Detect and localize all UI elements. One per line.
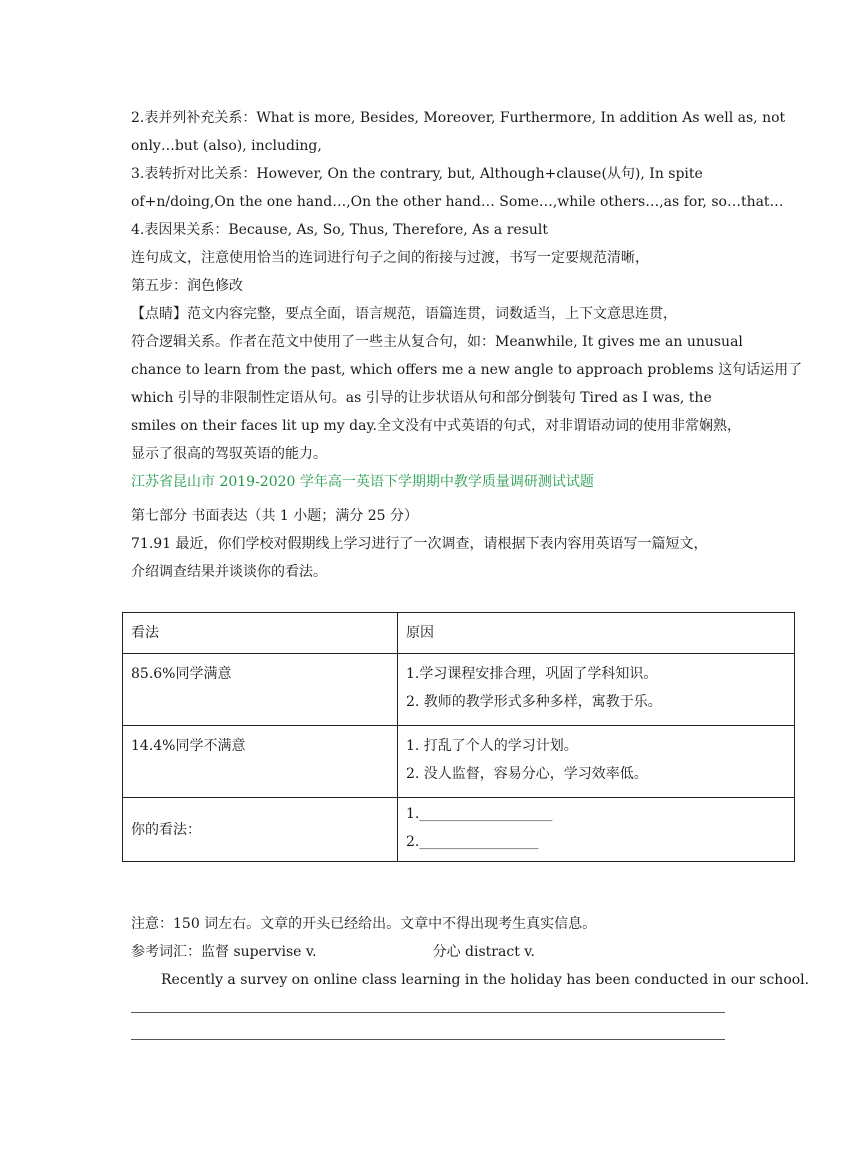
table-header-cell: 原因 [398, 613, 795, 654]
vocab-item: 分心 distract v. [432, 944, 535, 960]
vocab-item: 参考词汇：监督 supervise v. [131, 944, 317, 960]
survey-table [122, 612, 795, 862]
table-row [123, 798, 795, 862]
source-title: 江苏省昆山市 2019-2020 学年高一英语下学期期中教学质量调研测试试题 [131, 474, 594, 490]
paragraph-line: 显示了很高的驾驭英语的能力。 [131, 446, 327, 462]
table-header-cell: 看法 [123, 613, 398, 654]
vocab-line [131, 938, 731, 966]
paragraph-line: 符合逻辑关系。作者在范文中使用了一些主从复合句，如：Meanwhile, It gives me an unusual [131, 334, 743, 350]
table-header-row [123, 613, 795, 654]
table-cell-label: 85.6%同学满意 [123, 654, 398, 726]
paragraph-line: of+n/doing,On the one hand…,On the other hand… Some…,while others…,as for, so…that… [131, 194, 784, 210]
paragraph-line: 【点睛】范文内容完整，要点全面，语言规范，语篇连贯，词数适当，上下文意思连贯， [131, 306, 677, 322]
paragraph-line: 连句成文，注意使用恰当的连词进行句子之间的衔接与过渡，书写一定要规范清晰， [131, 250, 649, 266]
question-line: 介绍调查结果并谈谈你的看法。 [131, 564, 327, 580]
paragraph-line: chance to learn from the past, which offers me a new angle to approach problems 这句话运用了 [131, 362, 803, 378]
paragraph-line: 第五步：润色修改 [131, 278, 243, 294]
table-row [123, 726, 795, 798]
paragraph-line: which 引导的非限制性定语从句。as 引导的让步状语从句和部分倒装句 Tired as I was, the [131, 390, 712, 406]
essay-opening: Recently a survey on online class learning in the holiday has been conducted in our school. [161, 972, 810, 988]
table-cell-reasons: 1.学习课程安排合理，巩固了学科知识。 2. 教师的教学形式多种多样，寓教于乐。 [398, 654, 795, 726]
note-text: 注意：150 词左右。文章的开头已经给出。文章中不得出现考生真实信息。 [131, 916, 597, 932]
notes-section [131, 910, 810, 1040]
paragraph-line: smiles on their faces lit up my day.全文没有中式英语的句式，对非谓语动词的使用非常娴熟， [131, 418, 741, 434]
table-row [123, 654, 795, 726]
answer-line[interactable] [131, 1012, 725, 1013]
table-cell-reasons: 1. 打乱了个人的学习计划。 2. 没人监督，容易分心，学习效率低。 [398, 726, 795, 798]
paragraph-line: 4.表因果关系：Because, As, So, Thus, Therefore, As a result [131, 222, 549, 238]
paragraph-line: 3.表转折对比关系：However, On the contrary, but, Although+clause(从句), In spite [131, 166, 703, 182]
paragraph-line: only…but (also), including, [131, 138, 322, 154]
paragraph-line: 2.表并列补充关系：What is more, Besides, Moreover, Furthermore, In addition As well as, not [131, 110, 786, 126]
table-cell-reasons: 1.___________________ 2._________________ [398, 798, 795, 862]
table-cell-label: 14.4%同学不满意 [123, 726, 398, 798]
section-heading: 第七部分 书面表达（共 1 小题；满分 25 分） [131, 508, 418, 524]
answer-line[interactable] [131, 1039, 725, 1040]
table-cell-label: 你的看法： [123, 798, 398, 862]
explanation-section [131, 104, 803, 586]
question-line: 71.91 最近，你们学校对假期线上学习进行了一次调查，请根据下表内容用英语写一篇短文， [131, 536, 708, 552]
